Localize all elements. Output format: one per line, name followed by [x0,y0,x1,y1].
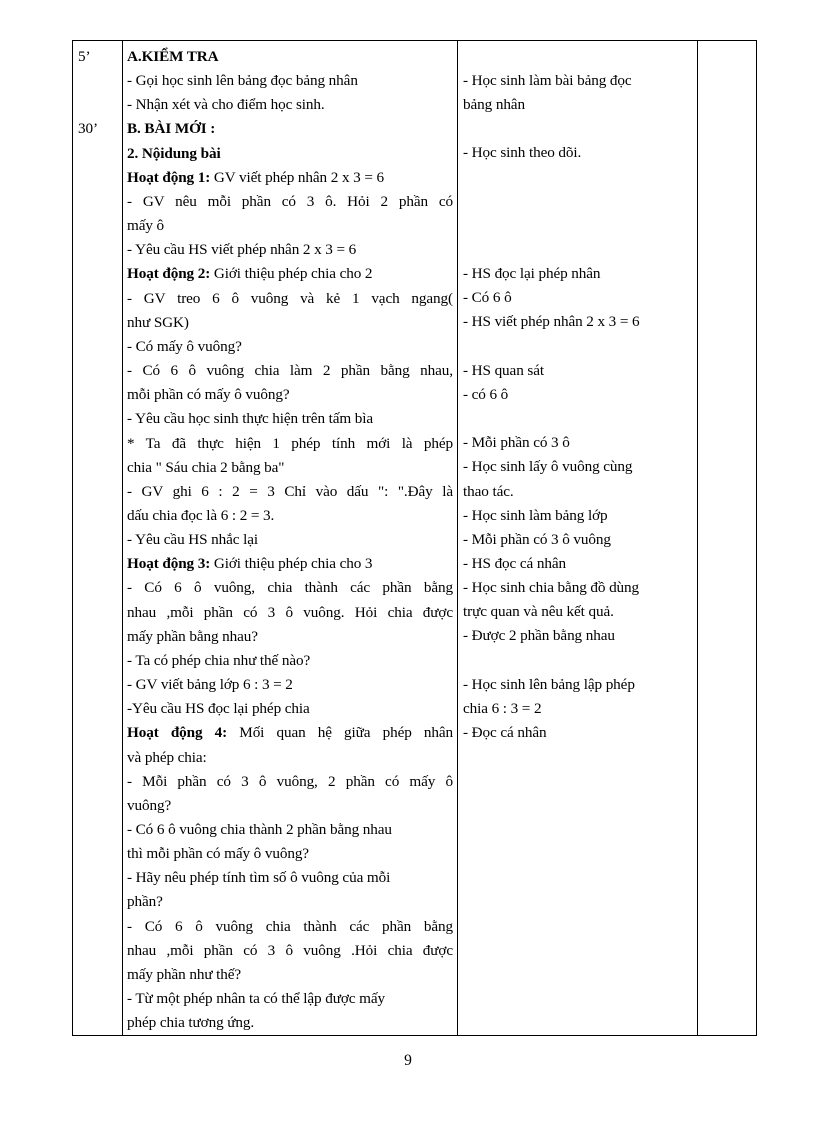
teacher-line: - Có 6 ô vuông chia thành 2 phần bằng nhau [127,821,392,838]
notes-column [698,41,757,1036]
teacher-line: - Từ một phép nhân ta có thể lập được mấy [127,990,385,1008]
student-line: - Học sinh lên bảng lập phép [463,675,635,693]
teacher-line: 2. Nộidung bài [127,144,221,162]
activity-title: Mối quan hệ giữa phép nhân [227,724,454,742]
teacher-line: chia " Sáu chia 2 bằng ba" [127,458,285,476]
teacher-line: - Yêu cầu HS viết phép nhân 2 x 3 = 6 [127,241,357,259]
student-line: - HS viết phép nhân 2 x 3 = 6 [463,313,640,331]
teacher-line: dấu chia đọc là 6 : 2 = 3. [127,506,275,524]
spacer [463,407,693,431]
teacher-line: - Hãy nêu phép tính tìm số ô vuông của mỗi [127,869,391,887]
activity-label: Hoạt động 4: [127,724,228,742]
activity-label: Hoạt động 1: [127,168,211,186]
lesson-plan-table [72,40,757,1036]
teacher-line: - Có mấy ô vuông? [127,337,242,355]
teacher-line: - Có 6 ô vuông chia làm 2 phần bằng nhau, [127,362,453,380]
spacer [463,214,693,238]
spacer [463,166,693,190]
teacher-line: phần? [127,893,163,911]
time-mark: 5’ [78,48,91,65]
student-line: - Được 2 phần bằng nhau [463,627,615,645]
teacher-activities-column [123,41,458,1036]
teacher-line: - Gọi học sinh lên bảng đọc bảng nhân [127,72,358,90]
teacher-line: như SGK) [127,313,189,331]
teacher-line: - Yêu cầu HS nhắc lại [127,531,259,549]
teacher-line: mỗi phần có mấy ô vuông? [127,386,290,404]
spacer [463,238,693,262]
activity-title: Giới thiệu phép chia cho 2 [210,265,373,283]
teacher-line: nhau ,mỗi phần có 3 ô vuông. Hỏi chia được [127,603,453,621]
teacher-line: mấy phần bằng nhau? [127,627,258,645]
student-line: - Mỗi phần có 3 ô [463,434,570,452]
teacher-line: - Có 6 ô vuông chia thành các phần bằng [127,917,453,935]
activity-label: Hoạt động 3: [127,555,211,573]
teacher-line: - GV ghi 6 : 2 = 3 Chỉ vào dấu ": ".Đây là [127,482,453,500]
time-mark: 30’ [78,120,98,138]
student-line: - Đọc cá nhân [463,724,547,742]
teacher-line: và phép chia: [127,748,207,766]
student-line: bảng nhân [463,96,525,114]
student-activities-column [458,41,698,1036]
teacher-line: - Có 6 ô vuông, chia thành các phần bằng [127,579,453,597]
spacer [463,649,693,673]
activity-heading [127,166,453,190]
spacer [463,117,693,141]
teacher-line: - Yêu cầu học sinh thực hiện trên tấm bìa [127,410,374,428]
activity-title: Giới thiệu phép chia cho 3 [210,555,373,573]
page-number: 9 [404,1052,412,1069]
student-line: - Học sinh làm bảng lớp [463,506,608,524]
teacher-line: thì mỗi phần có mấy ô vuông? [127,845,309,863]
student-line: - HS đọc cá nhân [463,555,566,573]
teacher-line: mấy phần như thế? [127,965,242,983]
teacher-line: - GV treo 6 ô vuông và kẻ 1 vạch ngang( [127,289,453,307]
teacher-line: A.KIỂM TRA [127,48,219,65]
spacer [463,335,693,359]
teacher-line: -Yêu cầu HS đọc lại phép chia [127,700,310,718]
teacher-line: - GV viết bảng lớp 6 : 3 = 2 [127,676,293,694]
student-line: - Học sinh theo dõi. [463,144,582,162]
teacher-line: * Ta đã thực hiện 1 phép tính mới là phép [127,434,453,452]
teacher-line: - Nhận xét và cho điểm học sinh. [127,96,325,114]
student-line: - HS quan sát [463,361,544,379]
student-line: - HS đọc lại phép nhân [463,265,601,283]
activity-label: Hoạt động 2: [127,265,211,283]
student-line: - có 6 ô [463,385,509,403]
teacher-line: B. BÀI MỚI : [127,120,216,138]
activity-heading [127,721,453,745]
teacher-line: - Mỗi phần có 3 ô vuông, 2 phần có mấy ô [127,772,453,790]
table-row [73,41,757,1036]
spacer [463,190,693,214]
activity-heading [127,262,453,286]
student-line: - Học sinh lấy ô vuông cùng [463,458,633,476]
student-line: trực quan và nêu kết quả. [463,603,614,621]
teacher-line: - Ta có phép chia như thế nào? [127,651,311,669]
teacher-line: nhau ,mỗi phần có 3 ô vuông .Hỏi chia được [127,941,453,959]
student-line: - Học sinh chia bằng đồ dùng [463,579,640,597]
teacher-line: - GV nêu mỗi phần có 3 ô. Hỏi 2 phần có [127,192,453,210]
student-line: thao tác. [463,482,514,500]
teacher-line: mấy ô [127,217,165,235]
activity-heading [127,552,453,576]
student-line: - Học sinh làm bài bảng đọc [463,72,632,89]
student-line: - Có 6 ô [463,289,512,307]
time-column [73,41,123,1036]
teacher-line: phép chia tương ứng. [127,1014,255,1032]
activity-title: GV viết phép nhân 2 x 3 = 6 [210,168,384,186]
student-line: - Mỗi phần có 3 ô vuông [463,530,611,548]
student-line: chia 6 : 3 = 2 [463,699,542,717]
teacher-line: vuông? [127,796,172,814]
